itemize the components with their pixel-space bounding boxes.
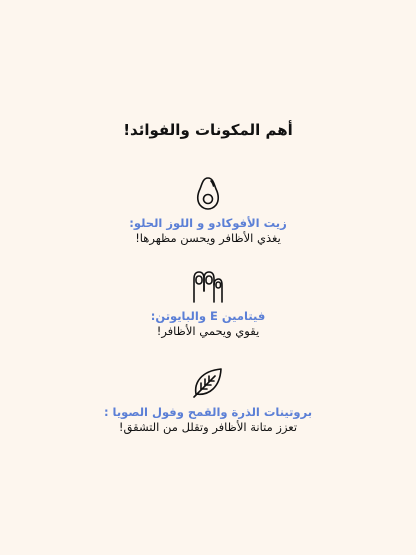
- benefit-description: يغذي الأظافر ويحسن مظهرها!: [135, 231, 281, 245]
- fingernails-icon: [0, 269, 416, 303]
- benefit-title: زيت الأفوكادو و اللوز الحلو:: [129, 216, 287, 230]
- benefit-item-proteins: [0, 365, 416, 435]
- benefit-item-vitamin-e: [0, 269, 416, 339]
- benefit-title: بروتينات الذرة والقمح وفول الصويا :: [103, 405, 313, 419]
- benefit-title: فيتامين E والبايوتن:: [150, 309, 266, 323]
- benefit-item-avocado: [0, 176, 416, 246]
- avocado-icon: [0, 176, 416, 210]
- page-title: أهم المكونات والفوائد!: [123, 121, 293, 139]
- leaf-icon: [0, 365, 416, 399]
- benefit-description: تعزز متانة الأظافر وتقلل من التشقق!: [118, 420, 298, 434]
- benefit-description: يقوي ويحمي الأظافر!: [156, 324, 260, 338]
